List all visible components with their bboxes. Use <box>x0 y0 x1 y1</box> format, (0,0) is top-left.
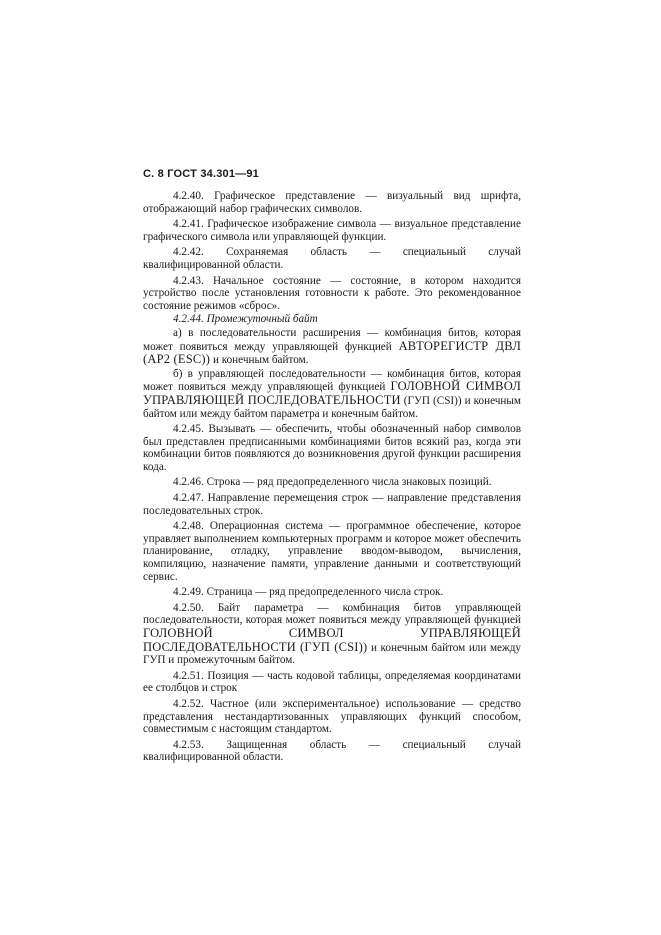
paragraph-4-2-51 <box>143 670 521 695</box>
page-header: С. 8 ГОСТ 34.301—91 <box>143 168 260 180</box>
subitem-text-end: (ГУП (CSI)) и конечным байтом или между байтом параметра и конечным байтом. <box>143 394 521 420</box>
paragraph-number: 4.2.40. <box>173 190 204 202</box>
paragraph-4-2-53 <box>143 739 521 764</box>
paragraph-text: Операционная система — программное обеспечение, которое управляет выполнением компьютерных программ и которое может обеспечить планирование, отладку, управление вводом-выводом, вычисления, компиляцию, назначение памяти, управление данными и соответствующий сервис. <box>143 520 521 583</box>
subitem-caps: ГОЛОВНОЙ СИМВОЛ УПРАВЛЯЮЩЕЙ ПОСЛЕДОВАТЕЛЬНОСТИ <box>143 379 521 407</box>
paragraph-text: Графическое изображение символа — визуальное представление графического символа или управляющей функции. <box>143 218 521 243</box>
paragraph-text: Вызывать — обеспечить, чтобы обозначенный набор символов был представлен предписанными комбинациями битов всякий раз, когда эти комбинации битов появляются до возникновения другой функции расширения кода. <box>143 423 521 473</box>
paragraph-number: 4.2.49. <box>173 586 204 599</box>
paragraph-4-2-47 <box>143 492 521 517</box>
paragraph-number: 4.2.52. <box>173 697 204 710</box>
paragraph-number: 4.2.48. <box>173 520 204 533</box>
paragraph-4-2-44-a <box>143 327 521 367</box>
paragraph-4-2-46 <box>143 476 521 489</box>
paragraph-number: 4.2.42. <box>173 246 204 259</box>
paragraph-number: 4.2.41. <box>173 218 204 231</box>
paragraph-text: Позиция — часть кодовой таблицы, определяемая координатами ее столбцов и строк <box>143 669 522 695</box>
paragraph-caps: ГОЛОВНОЙ СИМВОЛ УПРАВЛЯЮЩЕЙ ПОСЛЕДОВАТЕЛЬНОСТИ (ГУП (CSI)) <box>143 626 521 654</box>
paragraph-text-end: и конечным байтом или между ГУП и промежуточным байтом. <box>143 641 522 667</box>
paragraph-number: 4.2.43. <box>173 274 204 287</box>
paragraph-4-2-50 <box>143 602 521 667</box>
paragraph-4-2-44-heading <box>143 313 521 326</box>
paragraph-number: 4.2.46. <box>173 476 204 489</box>
paragraph-number: 4.2.53. <box>173 738 204 751</box>
paragraph-number: 4.2.45. <box>173 423 204 436</box>
paragraph-text: Графическое представление — визуальный вид шрифта, отображающий набор графических символов. <box>143 190 522 215</box>
paragraph-4-2-49 <box>143 586 521 599</box>
paragraph-text: Строка — ряд предопределенного числа знаковых позиций. <box>206 476 492 489</box>
paragraph-text: Байт параметра — комбинация битов управляющей последовательности, которая может появиться между управляющей функцией <box>143 601 522 627</box>
subitem-text: а) в последовательности расширения — комбинация битов, которая может появиться между управляющей функцией <box>143 326 521 353</box>
paragraph-4-2-41 <box>143 218 521 243</box>
subitem-caps: АВТОРЕГИСТР ДВЛ (АР2 (ESC)) <box>143 338 522 367</box>
paragraph-number: 4.2.50. <box>173 601 204 614</box>
paragraph-text: Начальное состояние — состояние, в котором находится устройство после установления готовности к работе. Это рекомендованное состояние режимов «сброс». <box>143 274 521 312</box>
paragraph-text: Частное (или экспериментальное) использование — средство представления нестандартизованных управляющих функций способом, совместимым с настоящим стандартом. <box>143 697 522 736</box>
paragraph-text: Направление перемещения строк — направление представления последовательных строк. <box>143 492 522 517</box>
subitem-text: б) в управляющей последовательности — комбинация битов, которая может появиться между управляющей функцией <box>143 367 521 394</box>
subitem-text-end: и конечным байтом. <box>212 354 309 367</box>
paragraph-number: 4.2.47. <box>173 492 204 505</box>
paragraph-text: Сохраняемая область — специальный случай квалифицированной области. <box>143 246 521 271</box>
paragraph-4-2-44-b <box>143 368 521 420</box>
paragraph-4-2-43 <box>143 275 521 313</box>
paragraph-4-2-48 <box>143 520 521 583</box>
paragraph-number: 4.2.44. <box>173 313 204 326</box>
paragraph-number: 4.2.51. <box>173 669 204 682</box>
paragraph-4-2-40 <box>143 190 521 215</box>
paragraph-4-2-52 <box>143 698 521 736</box>
paragraph-text: Страница — ряд предопределенного числа строк. <box>206 586 444 599</box>
paragraph-4-2-45 <box>143 423 521 473</box>
paragraph-4-2-42 <box>143 246 521 271</box>
paragraph-title: Промежуточный байт <box>206 313 318 326</box>
paragraph-text: Защищенная область — специальный случай квалифицированной области. <box>143 738 522 764</box>
document-page <box>143 168 521 767</box>
